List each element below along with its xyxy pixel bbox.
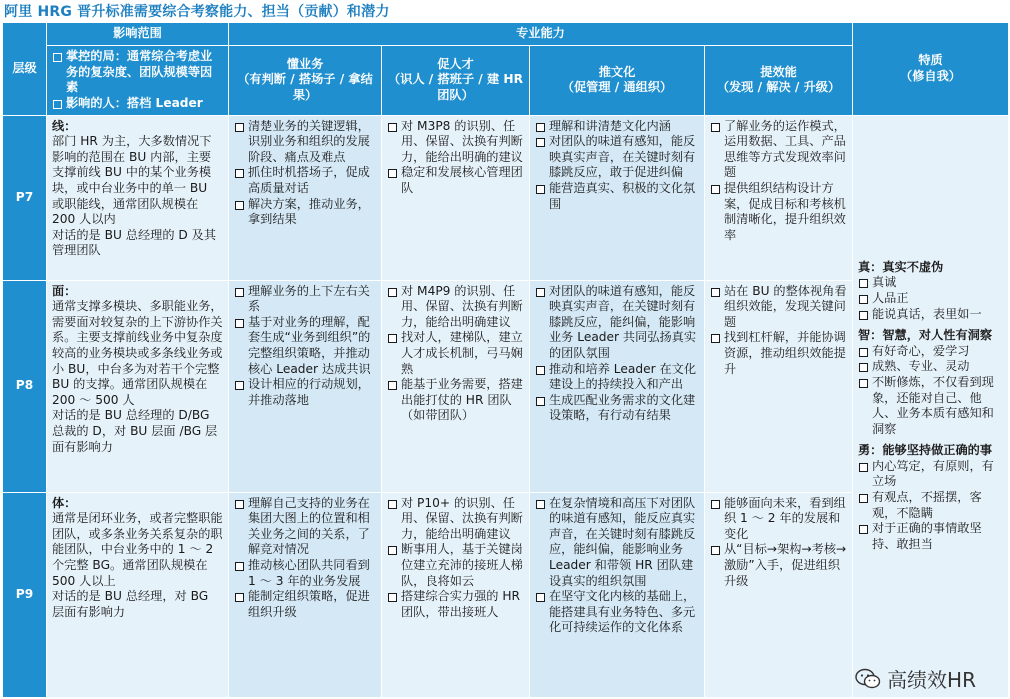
- bullet-item: 抓住时机搭场子，促成高质量对话: [234, 165, 376, 196]
- bullet-item: 理解业务的上下左右关系: [234, 284, 376, 315]
- bullet-item: 找对人，建梯队，建立人才成长机制，弓马娴熟: [387, 330, 524, 377]
- bullet-item: 断事用人，基于关键岗位建立充沛的接班人梯队，良将如云: [387, 542, 524, 589]
- scope-title: 线：: [52, 118, 77, 133]
- scope-text: 通常支撑多模块、多职能业务，需要面对较复杂的上下游协作关系。主要支撑前线业务中复杂度较高的业务模块或多条线业务或小 BU，中台多为对若干个完整 BU 的支撑。通常团队规模在 200 ～ 500 人: [52, 299, 223, 407]
- trait-item: 能说真话，表里如一: [858, 307, 1003, 323]
- trait-item: 内心笃定，有原则，有立场: [858, 459, 1003, 490]
- bullet-item: 能营造真实、积极的文化氛围: [535, 181, 699, 212]
- bullet-item: 对团队的味道有感知，能反映真实声音，在关键时刻有膝跳反应，能纠偏，能影响业务 Leader 共同弘扬真实的团队氛围: [535, 284, 699, 362]
- bullet-item: 稳定和发展核心管理团队: [387, 165, 524, 196]
- bullet-item: 能基于业务需要，搭建出能打仗的 HR 团队（如带团队）: [387, 377, 524, 424]
- scope-title: 体：: [52, 495, 77, 510]
- bullet-item: 在复杂情境和高压下对团队的味道有感知，能反应真实声音，在关键时刻有膝跳反应，能纠偏，能影响业务 Leader 和带领 HR 团队建设真实的组织氛围: [535, 496, 699, 590]
- header-scope-items: [47, 45, 229, 115]
- bullet-item: 了解业务的运作模式，运用数据、工具、产品思维等方式发现效率问题: [710, 119, 847, 181]
- bullet-item: 设计相应的行动规划，并推动落地: [234, 377, 376, 408]
- bullet-item: 找到杠杆解，并能协调资源，推动组织效能提升: [710, 330, 847, 377]
- level-label: P8: [3, 280, 47, 492]
- header-scope-title: 影响范围: [47, 23, 229, 46]
- business-cell: [229, 492, 382, 697]
- bullet-item: 对 M4P9 的识别、任用、保留、汰换有判断力，能给出明确建议: [387, 284, 524, 331]
- bullet-item: 对 M3P8 的识别、任用、保留、汰换有判断力，能给出明确的建议: [387, 119, 524, 166]
- trait-item: 有好奇心，爱学习: [858, 344, 1003, 360]
- header-efficiency: 提效能 （发现 / 解决 / 升级）: [705, 45, 853, 115]
- scope-cell: [47, 115, 229, 280]
- scope-text: 对话的是 BU 总经理的 D/BG 总裁的 D，对 BU 层面 /BG 层面有影响力: [52, 408, 218, 454]
- header-talent: 促人才 （识人 / 搭班子 / 建 HR 团队）: [382, 45, 530, 115]
- trait-item: 真诚: [858, 275, 1003, 291]
- scope-cell: [47, 492, 229, 697]
- efficiency-cell: [705, 280, 853, 492]
- level-label: P9: [3, 492, 47, 697]
- bullet-item: 提供组织结构设计方案，促成目标和考核机制清晰化，提升组织效率: [710, 181, 847, 243]
- bullet-item: 对 P10+ 的识别、任用、保留、汰换有判断力，能给出明确建议: [387, 496, 524, 543]
- trait-item: 不断修炼，不仅看到现象，还能对自己、他人、业务本质有感知和洞察: [858, 375, 1003, 437]
- trait-title: 智：智慧，对人性有洞察: [858, 328, 993, 343]
- scope-cell: [47, 280, 229, 492]
- trait-title: 勇：能够坚持做正确的事: [858, 443, 993, 458]
- bullet-item: 对团队的味道有感知，能反映真实声音，在关键时刻有膝跳反应，敢于促进纠偏: [535, 134, 699, 181]
- talent-cell: [382, 492, 530, 697]
- scope-item: 掌控的局：通常综合考虑业务的复杂度、团队规模等因素: [52, 49, 223, 96]
- bullet-item: 推动和培养 Leader 在文化建设上的持续投入和产出: [535, 362, 699, 393]
- header-culture: 推文化 （促管理 / 通组织）: [530, 45, 705, 115]
- talent-cell: [382, 115, 530, 280]
- trait-title: 真：真实不虚伪: [858, 259, 944, 274]
- header-level: 层级: [3, 23, 47, 116]
- promotion-standards-table: [2, 22, 1009, 698]
- page-title: 阿里 HRG 晋升标准需要综合考察能力、担当（贡献）和潜力: [4, 4, 390, 20]
- header-business: 懂业务 （有判断 / 搭场子 / 拿结果）: [229, 45, 382, 115]
- bullet-item: 理解自己支持的业务在集团大图上的位置和相关业务之间的关系，了解竞对情况: [234, 496, 376, 558]
- talent-cell: [382, 280, 530, 492]
- trait-item: 人品正: [858, 291, 1003, 307]
- bullet-item: 解决方案，推动业务，拿到结果: [234, 197, 376, 228]
- business-cell: [229, 280, 382, 492]
- watermark-text: 高绩效HR: [887, 668, 976, 692]
- bullet-item: 推动核心团队共同看到 1 ～ 3 年的业务发展: [234, 558, 376, 589]
- bullet-item: 基于对业务的理解，配套生成“业务到组织”的完整组织策略，并推动核心 Leader 达成共识: [234, 315, 376, 377]
- bullet-item: 从“目标→架构→考核→激励”入手，促进组织升级: [710, 542, 847, 589]
- wechat-icon: [855, 668, 881, 690]
- culture-cell: [530, 492, 705, 697]
- bullet-item: 能制定组织策略，促进组织升级: [234, 589, 376, 620]
- efficiency-cell: [705, 492, 853, 697]
- culture-cell: [530, 115, 705, 280]
- watermark: [855, 664, 976, 693]
- bullet-item: 在坚守文化内核的基础上，能搭建具有业务特色、多元化可持续运作的文化体系: [535, 589, 699, 636]
- header-traits: 特质 （修自我）: [853, 23, 1009, 116]
- trait-item: 有观点，不摇摆，客观，不隐瞒: [858, 490, 1003, 521]
- bullet-item: 生成匹配业务需求的文化建设策略，有行动有结果: [535, 393, 699, 424]
- trait-item: 成熟、专业、灵动: [858, 359, 1003, 375]
- bullet-item: 能够面向未来，看到组织 1 ～ 2 年的发展和变化: [710, 496, 847, 543]
- scope-title: 面：: [52, 283, 77, 298]
- table-row: [3, 115, 1009, 280]
- scope-item: 影响的人：搭档 Leader: [52, 96, 223, 112]
- bullet-item: 站在 BU 的整体视角看组织效能，发现关键问题: [710, 284, 847, 331]
- bullet-item: 理解和讲清楚文化内涵: [535, 119, 699, 135]
- business-cell: [229, 115, 382, 280]
- efficiency-cell: [705, 115, 853, 280]
- culture-cell: [530, 280, 705, 492]
- scope-text: 通常是闭环业务，或者完整职能团队，或多条业务关系复杂的职能团队，中台业务中的 1 ～ 2 个完整 BG。通常团队规模在 500 人以上: [52, 511, 223, 588]
- bullet-item: 搭建综合实力强的 HR 团队，带出接班人: [387, 589, 524, 620]
- level-label: P7: [3, 115, 47, 280]
- trait-item: 对于正确的事情敢坚持、敢担当: [858, 521, 1003, 552]
- scope-text: 部门 HR 为主，大多数情况下影响的范围在 BU 内部，主要支撑前线 BU 中的某个业务模块，或中台业务中的单一 BU 或职能线，通常团队规模在 200 人以内: [52, 134, 212, 227]
- scope-text: 对话的是 BU 总经理的 D 及其管理团队: [52, 227, 217, 258]
- header-competency: 专业能力: [229, 23, 853, 46]
- traits-cell: [853, 115, 1009, 697]
- bullet-item: 清楚业务的关键逻辑，识别业务和组织的发展阶段、痛点及难点: [234, 119, 376, 166]
- scope-text: 对话的是 BU 总经理，对 BG 层面有影响力: [52, 589, 209, 619]
